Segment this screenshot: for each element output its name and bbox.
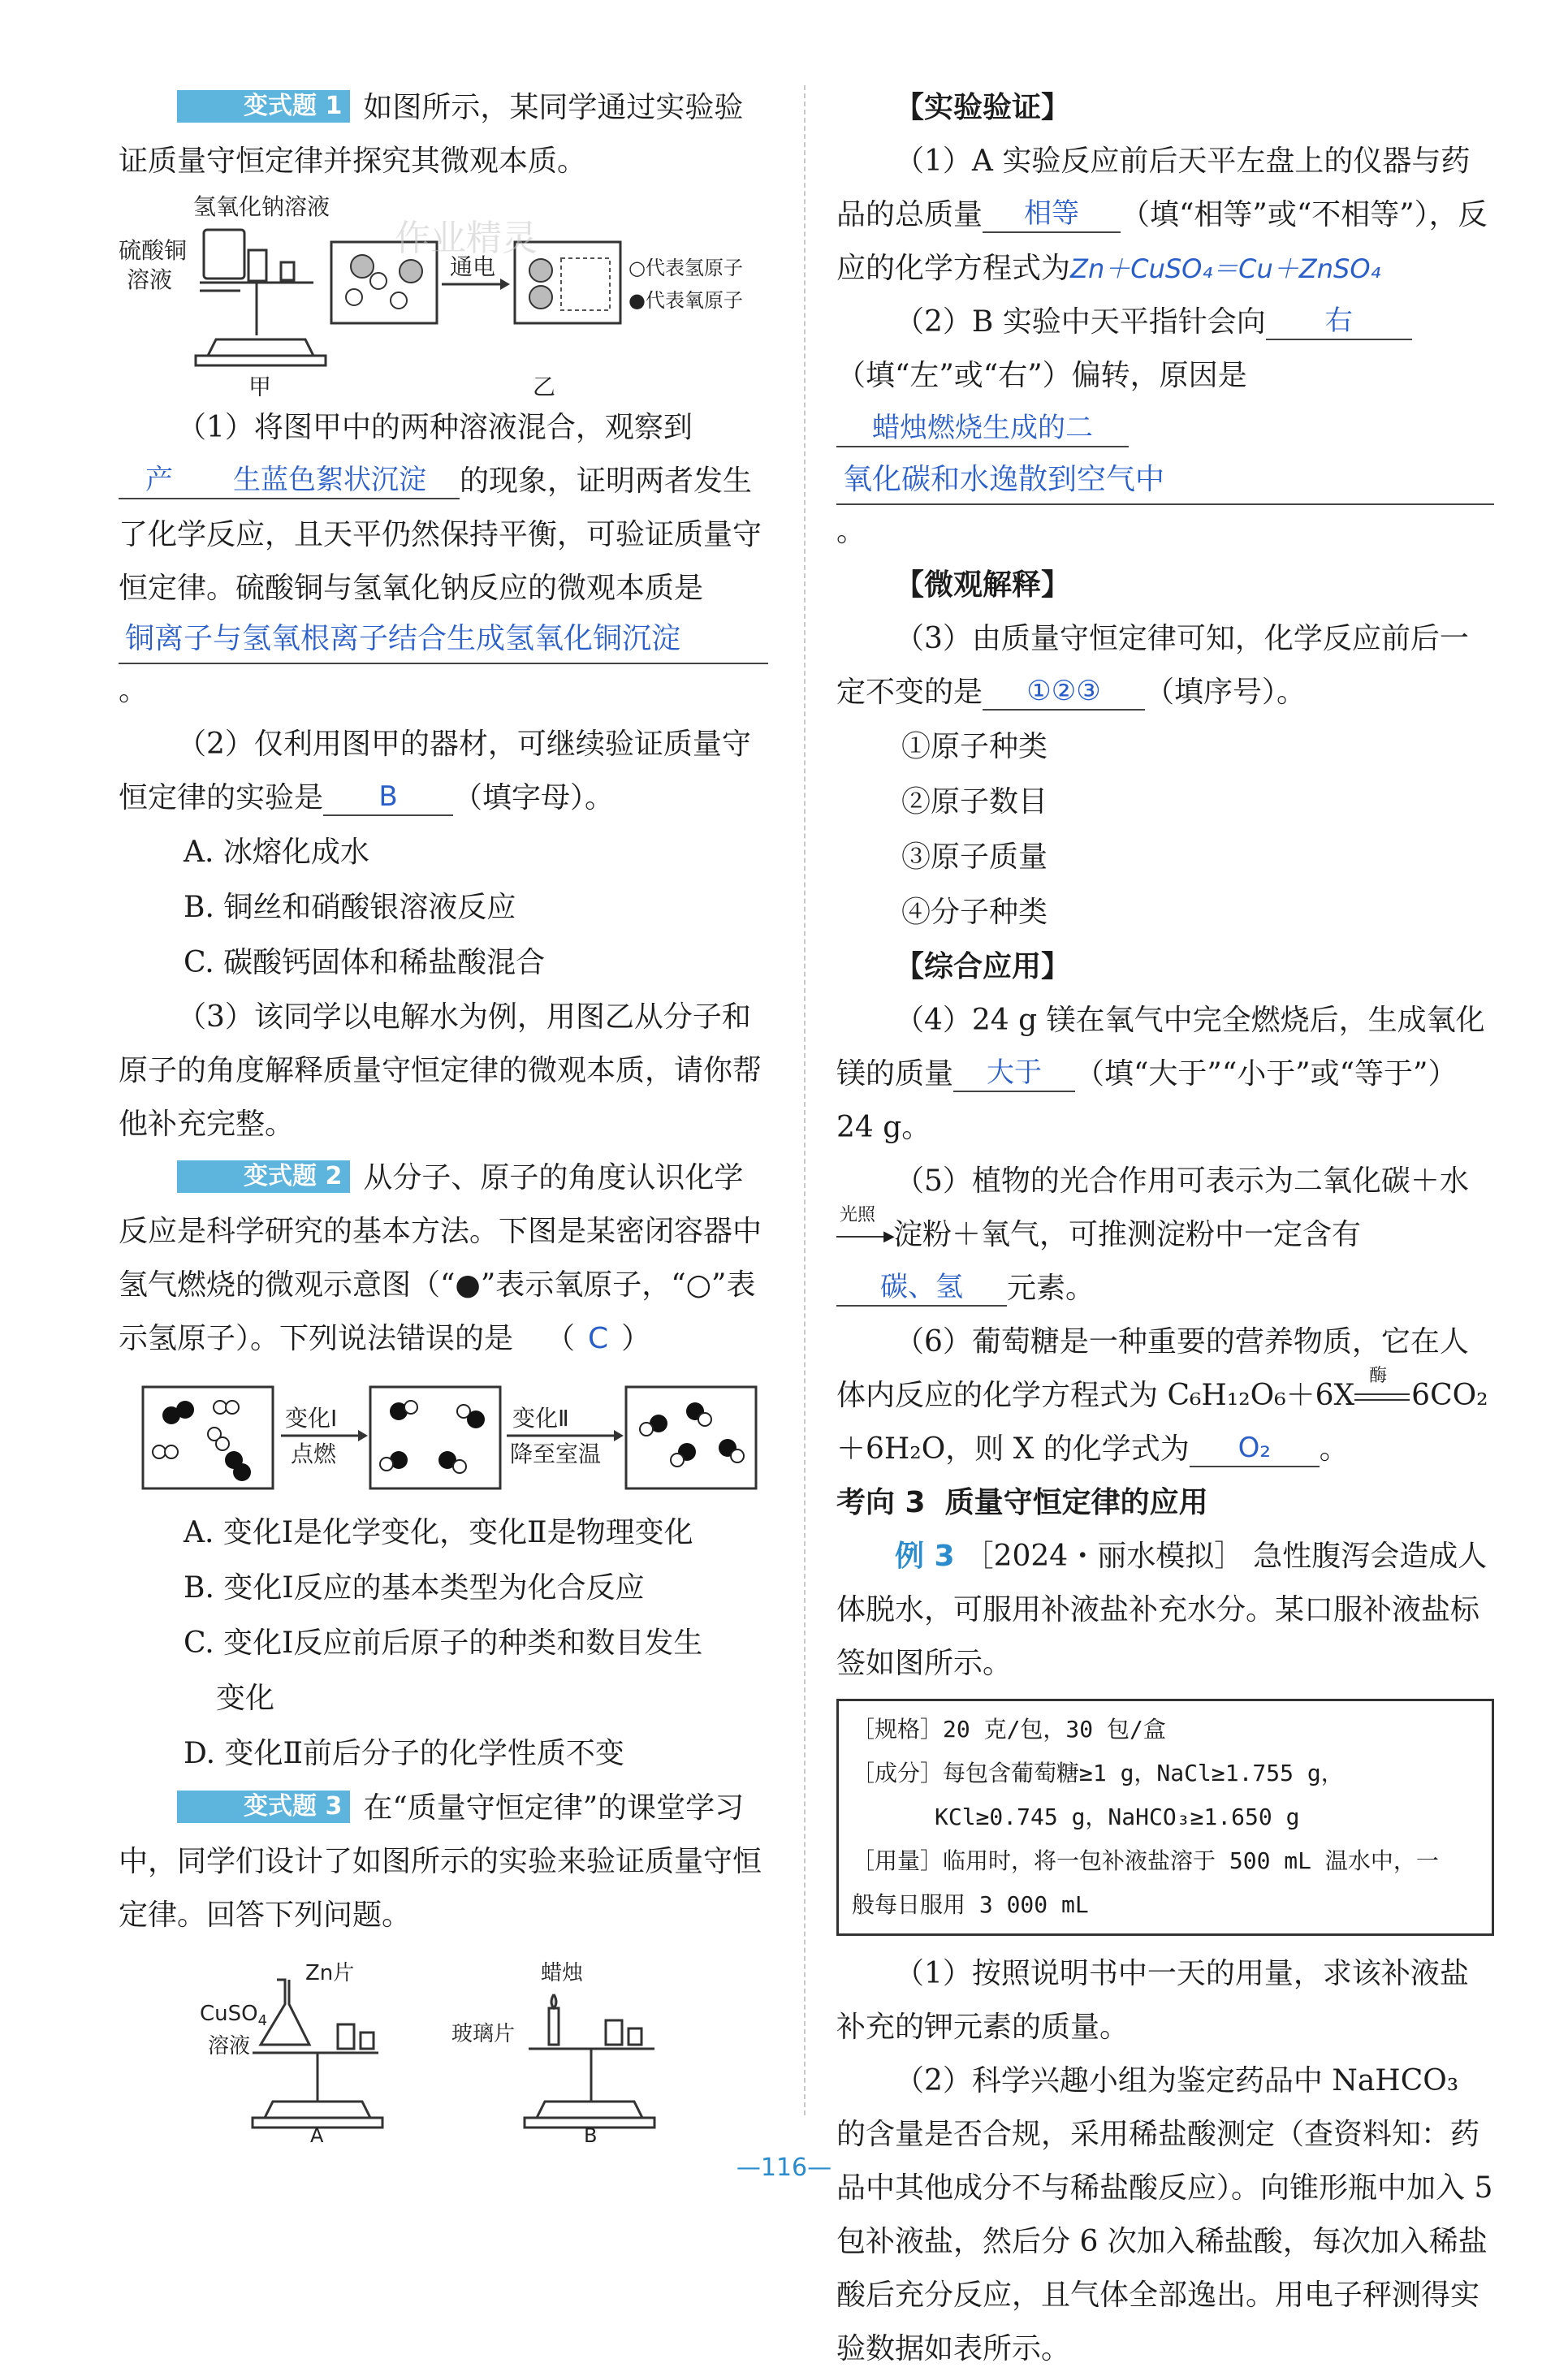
change-2-label: 变化Ⅱ bbox=[512, 1405, 569, 1432]
r-question-5: （5）植物的光合作用可表示为二氧化碳＋水 光照 ▶ 淀粉＋氧气，可推测淀粉中一定含有碳、氢 元素。 bbox=[836, 1155, 1494, 1315]
variant-1-stem: 变式题 1 如图所示，某同学通过实验验证质量守恒定律并探究其微观本质。 bbox=[119, 91, 744, 178]
option-v2-b: B. 变化Ⅰ反应的基本类型为化合反应 bbox=[184, 1571, 645, 1605]
label-ingredients-2: KCl≥0.745 g，NaHCO₃≥1.650 g bbox=[935, 1804, 1300, 1830]
light-arrow: 光照 ▶ bbox=[836, 1225, 893, 1249]
caption-yi: 乙 bbox=[533, 374, 556, 396]
r3-option-3: ③原子质量 bbox=[901, 840, 1048, 874]
cuso4-label-2: 溶液 bbox=[127, 266, 173, 293]
legend-h: ○代表氢原子 bbox=[628, 257, 743, 279]
label-spec: ［规格］20 克/包，30 包/盒 bbox=[852, 1716, 1166, 1743]
caption-jia: 甲 bbox=[248, 374, 272, 396]
question-2: （2）仅利用图甲的器材，可继续验证质量守恒定律的实验是 B （填字母）。 bbox=[119, 728, 751, 814]
label-usage-2: 般每日服用 3 000 mL bbox=[852, 1891, 1089, 1918]
r3-option-4: ④分子种类 bbox=[901, 896, 1048, 929]
candle-label: 蜡烛 bbox=[541, 1961, 584, 1985]
cuso4-a-label: CuSO$_4$ bbox=[200, 2002, 268, 2029]
glass-label: 玻璃片 bbox=[451, 2022, 516, 2046]
balance-b bbox=[525, 1994, 654, 2128]
section-heading: 考向 3 质量守恒定律的应用 bbox=[836, 1486, 1208, 1519]
option-2a: A. 冰熔化成水 bbox=[184, 836, 369, 869]
heading-micro: 【微观解释】 bbox=[895, 568, 1071, 602]
option-v2-c: C. 变化Ⅰ反应前后原子的种类和数目发生 bbox=[184, 1626, 703, 1660]
question-1: （1）将图甲中的两种溶液混合，观察到产 生蓝色絮状沉淀 的现象，证明两者发生了化学反应，且天平仍然保持平衡，可验证质量守恒定律。硫酸铜与氢氧化钠反应的微观本质是 铜离子与氢氧根离子结合生成氢氧化铜沉淀 。 bbox=[119, 401, 768, 718]
label-ingredients-1: ［成分］每包含葡萄糖≥1 g，NaCl≥1.755 g， bbox=[852, 1760, 1344, 1786]
r3-option-2: ②原子数目 bbox=[901, 785, 1048, 819]
watermark: 作业精灵 bbox=[395, 218, 538, 259]
r-question-2: （2）B 实验中天平指针会向 右（填“左”或“右”）偏转，原因是蜡烛燃烧生成的二 氧化碳和水逸散到空气中 。 bbox=[836, 296, 1494, 559]
r-answer-4: 大于 bbox=[953, 1055, 1075, 1092]
variant-3-stem: 变式题 3 在“质量守恒定律”的课堂学习中，同学们设计了如图所示的实验来验证质量守恒定律。回答下列问题。 bbox=[119, 1791, 762, 1932]
figure-balance-ab bbox=[119, 1947, 768, 2142]
caption-b: B bbox=[584, 2124, 598, 2142]
left-column bbox=[119, 81, 768, 2147]
question-3: （3）该同学以电解水为例，用图乙从分子和原子的角度解释质量守恒定律的微观本质，请你帮他补充完整。 bbox=[119, 1000, 762, 1141]
option-2b: B. 铜丝和硝酸银溶液反应 bbox=[184, 891, 516, 924]
cuso4-b-label: 溶液 bbox=[208, 2034, 251, 2058]
r-answer-6: O₂ bbox=[1190, 1430, 1320, 1467]
balance-jia bbox=[196, 230, 326, 365]
variant-2-stem: 变式题 2 从分子、原子的角度认识化学反应是科学研究的基本方法。下图是某密闭容器中氢气燃烧的微观示意图（“●”表示氧原子，“○”表示氢原子）。下列说法错误的是 （ C ） bbox=[119, 1161, 762, 1355]
r-answer-3: ①②③ bbox=[983, 673, 1145, 711]
variant-2-tag: 变式题 2 bbox=[177, 1160, 350, 1193]
variant-1-tag: 变式题 1 bbox=[177, 90, 350, 123]
r-answer-2c: 氧化碳和水逸散到空气中 bbox=[836, 456, 1494, 505]
ignite-label: 点燃 bbox=[291, 1441, 337, 1467]
zn-label: Zn片 bbox=[305, 1961, 355, 1985]
r-answer-1: 相等 bbox=[983, 196, 1121, 233]
example-3-stem: 例 3 ［2024・丽水模拟］ 急性腹泻会造成人体脱水，可服用补液盐补充水分。某口服补液盐标签如图所示。 bbox=[836, 1540, 1488, 1680]
r-answer-5: 碳、氢 bbox=[836, 1269, 1007, 1307]
r-answer-2a: 右 bbox=[1266, 303, 1412, 340]
r3-option-1: ①原子种类 bbox=[901, 730, 1048, 763]
r-question-4: （4）24 g 镁在氧气中完全燃烧后，生成氧化镁的质量 大于 （填“大于”“小于”或“等于”）24 g。 bbox=[836, 1004, 1485, 1144]
heading-verify: 【实验验证】 bbox=[895, 91, 1071, 124]
answer-line-1c: 铜离子与氢氧根离子结合生成氢氧化铜沉淀 bbox=[119, 616, 768, 664]
cool-label: 降至室温 bbox=[510, 1441, 602, 1467]
answer-blank-2: B bbox=[323, 779, 453, 816]
example-q1: （1）按照说明书中一天的用量，求该补液盐补充的钾元素的质量。 bbox=[836, 1957, 1469, 2044]
choice-answer: C bbox=[588, 1322, 609, 1355]
example-label: 例 3 bbox=[895, 1540, 955, 1573]
figure-hydrogen-combustion bbox=[119, 1371, 768, 1501]
option-v2-d: D. 变化Ⅱ前后分子的化学性质不变 bbox=[184, 1737, 624, 1770]
r-question-3: （3）由质量守恒定律可知，化学反应前后一定不变的是 ①②③ （填序号）。 bbox=[836, 622, 1469, 709]
example-q2: （2）科学兴趣小组为鉴定药品中 NaHCO₃ 的含量是否合规，采用稀盐酸测定（查资料知：药品中其他成分不与稀盐酸反应）。向锥形瓶中加入 5 包补液盐，然后分 6 次加入稀盐酸，每次加入稀盐酸后充分反应，且气体全部逸出。用电子秤测得实验数据如表所示。 bbox=[836, 2064, 1493, 2365]
option-2c: C. 碳酸钙固体和稀盐酸混合 bbox=[184, 946, 546, 979]
caption-a: A bbox=[310, 2124, 324, 2142]
right-column bbox=[836, 81, 1494, 2376]
heading-apply: 【综合应用】 bbox=[895, 950, 1071, 983]
variant-3-tag: 变式题 3 bbox=[177, 1791, 350, 1823]
naoh-label: 氢氧化钠溶液 bbox=[193, 193, 330, 220]
label-box bbox=[836, 1699, 1494, 1936]
r-equation-1: Zn＋CuSO₄＝Cu＋ZnSO₄ bbox=[1070, 253, 1381, 284]
change-1-label: 变化Ⅰ bbox=[285, 1405, 338, 1432]
cuso4-label-1: 硫酸铜 bbox=[119, 237, 188, 264]
enzyme-equals: 酶 bbox=[1354, 1385, 1411, 1410]
option-v2-a: A. 变化Ⅰ是化学变化，变化Ⅱ是物理变化 bbox=[184, 1516, 693, 1549]
balance-a bbox=[253, 1980, 382, 2128]
answer-blank-1a: 产 bbox=[119, 462, 200, 499]
r-question-1: （1）A 实验反应前后天平左盘上的仪器与药品的总质量 相等 （填“相等”或“不相等”），反应的化学方程式为Zn＋CuSO₄＝Cu＋ZnSO₄ bbox=[836, 145, 1488, 285]
r-answer-2b: 蜡烛燃烧生成的二 bbox=[836, 410, 1129, 447]
legend-o: ●代表氧原子 bbox=[628, 289, 743, 312]
electrolysis-label: 通电 bbox=[450, 253, 496, 280]
option-v2-c-cont: 变化 bbox=[216, 1682, 275, 1715]
label-usage-1: ［用量］临用时，将一包补液盐溶于 500 mL 温水中，一 bbox=[852, 1847, 1439, 1874]
answer-blank-1b: 生蓝色絮状沉淀 bbox=[200, 462, 460, 499]
page-number: —116— bbox=[736, 2154, 832, 2182]
column-divider bbox=[804, 85, 806, 2115]
figure-balance-electrolysis bbox=[119, 193, 768, 396]
r-question-6: （6）葡萄糖是一种重要的营养物质，它在人体内反应的化学方程式为 C₆H₁₂O₆＋6X 酶 6CO₂＋6H₂O，则 X 的化学式为 O₂ 。 bbox=[836, 1325, 1488, 1466]
